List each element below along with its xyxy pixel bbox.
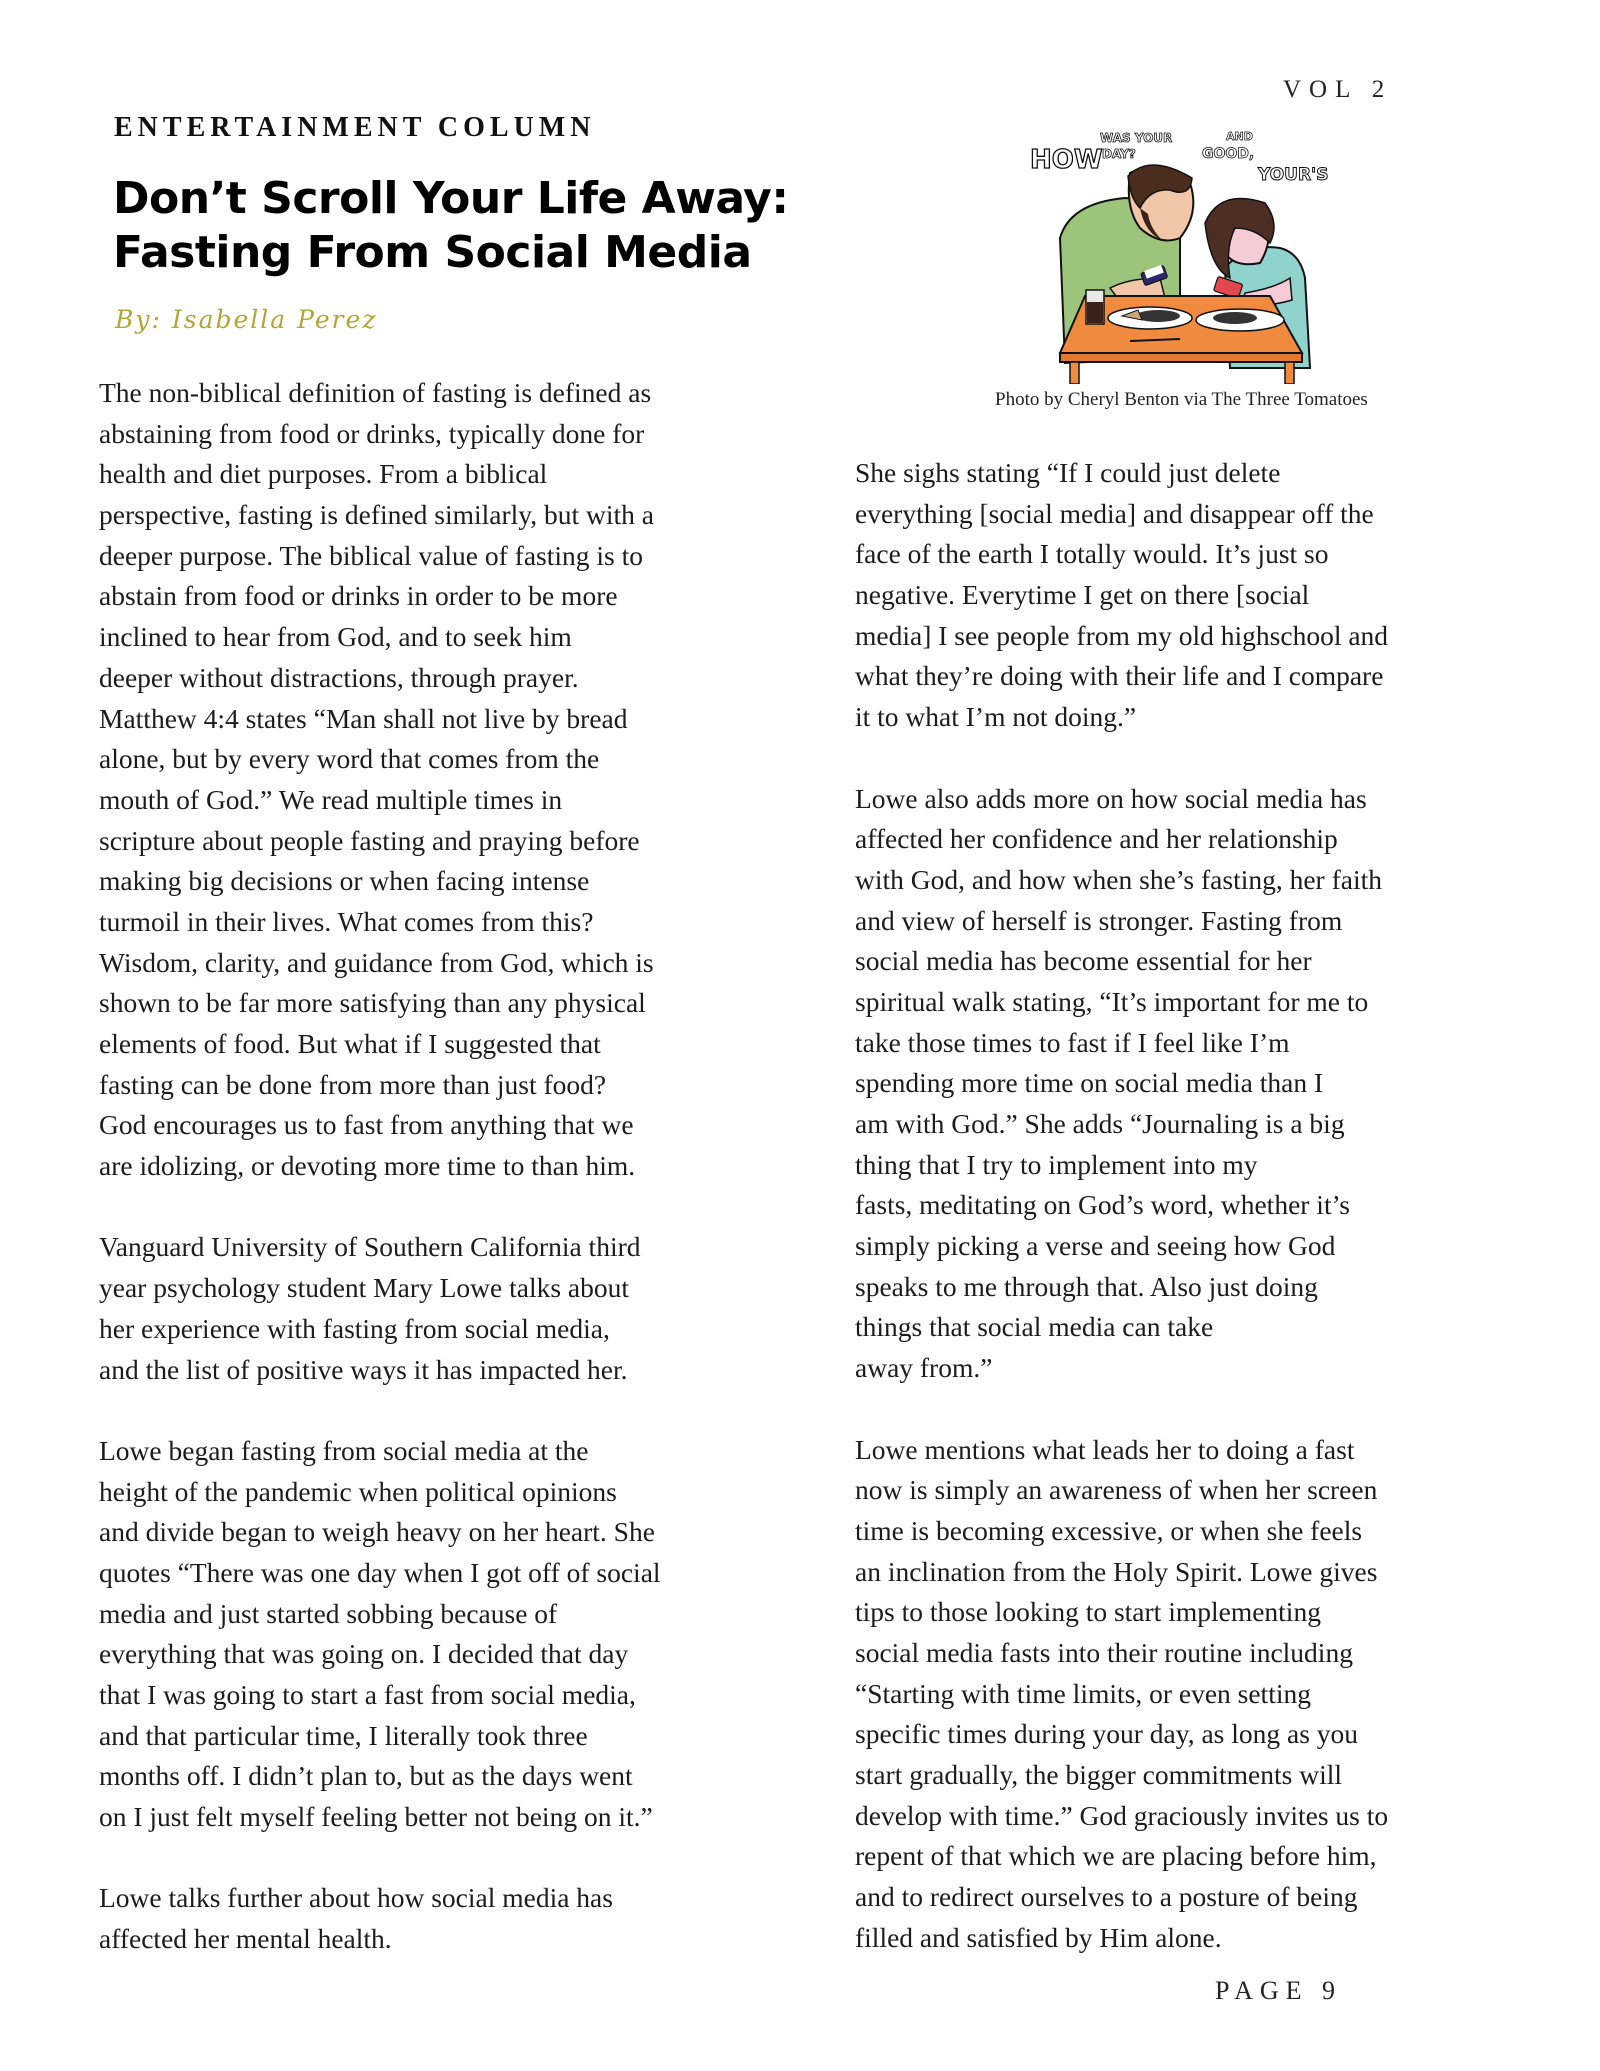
text-line: Matthew 4:4 states “Man shall not live by bread [99,702,628,734]
text-line: start gradually, the bigger commitments will [855,1759,1342,1790]
text-line: height of the pandemic when political opinions [99,1475,617,1507]
paragraph [855,453,1575,738]
text-line: perspective, fasting is defined similarly, but with a [99,499,654,531]
text-line: affected her mental health. [99,1923,392,1955]
text-line: Lowe also adds more on how social media has [855,782,1367,814]
text-line: everything [social media] and disappear off the [855,497,1374,529]
text-line: and view of herself is stronger. Fasting from [855,904,1343,936]
text-line: The non-biblical definition of fasting is defined as [99,377,652,408]
byline: By: Isabella Perez [115,305,378,334]
text-line: mouth of God.” We read multiple times in [99,783,563,815]
paragraph [855,1430,1575,1959]
text-line: am with God.” She adds “Journaling is a big [855,1108,1345,1139]
text-line: shown to be far more satisfying than any physical [99,987,646,1019]
text-line: scripture about people fasting and praying before [99,824,640,856]
paragraph [99,1431,819,1838]
svg-text:GOOD,: GOOD, [1202,146,1255,162]
text-line: inclined to hear from God, and to seek him [99,621,572,653]
photo-caption: Photo by Cheryl Benton via The Three Tomatoes [995,389,1368,410]
svg-text:WAS YOUR: WAS YOUR [1100,131,1173,145]
text-line: and divide began to weigh heavy on her heart. She [99,1516,655,1548]
text-line: deeper without distractions, through prayer. [99,661,579,693]
svg-text:AND: AND [1226,130,1253,143]
section-kicker: ENTERTAINMENT COLUMN [114,112,596,143]
article-title-line: Don’t Scroll Your Life Away: [113,173,789,224]
text-line: health and diet purposes. From a biblical [99,458,548,490]
text-line: deeper purpose. The biblical value of fasting is to [99,539,643,571]
text-line: and the list of positive ways it has impacted her. [99,1353,628,1385]
text-line: Vanguard University of Southern California third [99,1231,641,1263]
paragraph [99,1227,819,1390]
text-line: with God, and how when she’s fasting, her faith [855,863,1382,895]
text-line: turmoil in their lives. What comes from this? [99,905,594,937]
text-line: spending more time on social media than I [855,1067,1324,1099]
text-line: thing that I try to implement into my [855,1148,1258,1180]
text-line: are idolizing, or devoting more time to than him. [99,1150,636,1182]
text-line: making big decisions or when facing intense [99,865,590,897]
article-title [113,172,913,280]
text-line: Lowe began fasting from social media at the [99,1434,589,1466]
text-line: face of the earth I totally would. It’s just so [855,538,1329,570]
text-line: everything that was going on. I decided that day [99,1638,629,1670]
text-line: media and just started sobbing because of [99,1597,558,1629]
speech-right [1202,130,1329,185]
paragraph-gap [99,1838,819,1879]
text-line: on I just felt myself feeling better not being on it.” [99,1801,653,1833]
dinner-table [1060,290,1302,384]
volume-label: VOL 2 [1283,76,1393,103]
text-line: alone, but by every word that comes from the [99,743,600,775]
text-line: time is becoming excessive, or when she feels [855,1514,1363,1546]
page-number: PAGE 9 [1215,1976,1343,2005]
text-line: filled and satisfied by Him alone. [855,1921,1222,1953]
text-line: simply picking a verse and seeing how God [855,1230,1336,1262]
paragraph [99,1878,819,1959]
text-line: year psychology student Mary Lowe talks about [99,1272,630,1304]
text-line: it to what I’m not doing.” [855,701,1137,733]
text-line: media] I see people from my old highschool and [855,619,1389,651]
text-line: that I was going to start a fast from social media, [99,1679,636,1710]
text-line: Lowe talks further about how social media has [99,1882,613,1914]
paragraph-gap [99,1390,819,1431]
text-line: months off. I didn’t plan to, but as the days went [99,1760,633,1792]
text-line: tips to those looking to start implementing [855,1596,1321,1628]
text-line: repent of that which we are placing before him, [855,1840,1377,1872]
text-line: what they’re doing with their life and I compare [855,660,1384,692]
text-line: away from.” [855,1352,993,1384]
text-line: things that social media can take [855,1311,1214,1343]
paragraph-gap [99,1187,819,1228]
svg-text:HOW: HOW [1030,145,1103,175]
text-line: social media has become essential for her [855,945,1312,977]
text-line: Lowe mentions what leads her to doing a fast [855,1433,1355,1465]
text-line: abstain from food or drinks in order to be more [99,580,618,612]
text-line: Wisdom, clarity, and guidance from God, which is [99,946,654,978]
svg-text:YOUR'S: YOUR'S [1258,165,1329,185]
paragraph [855,779,1575,1389]
left-column [99,373,819,1960]
text-line: an inclination from the Holy Spirit. Lowe gives [855,1555,1378,1587]
text-line: God encourages us to fast from anything that we [99,1109,634,1141]
text-line: fasts, meditating on God’s word, whether it’s [855,1189,1350,1221]
text-line: take those times to fast if I feel like I’m [855,1026,1290,1058]
text-line: She sighs stating “If I could just delete [855,457,1281,488]
text-line: abstaining from food or drinks, typically done for [99,417,645,449]
svg-text:DAY?: DAY? [1102,147,1136,161]
text-line: affected her confidence and her relationship [855,823,1338,855]
text-line: and that particular time, I literally took three [99,1719,588,1751]
text-line: specific times during your day, as long as you [855,1718,1359,1750]
text-line: elements of food. But what if I suggested that [99,1028,601,1059]
article-title-line: Fasting From Social Media [113,227,752,278]
text-line: and to redirect ourselves to a posture of being [855,1881,1358,1913]
text-line: negative. Everytime I get on there [social [855,579,1310,611]
text-line: fasting can be done from more than just food? [99,1068,607,1100]
paragraph-gap [855,738,1575,779]
article-illustration [1030,128,1330,384]
text-line: develop with time.” God graciously invites us to [855,1799,1389,1831]
text-line: now is simply an awareness of when her screen [855,1474,1378,1506]
paragraph [99,373,819,1187]
right-column [855,453,1575,1958]
text-line: her experience with fasting from social media, [99,1312,610,1344]
text-line: social media fasts into their routine including [855,1636,1353,1668]
text-line: spiritual walk stating, “It’s important for me to [855,985,1369,1017]
text-line: speaks to me through that. Also just doing [855,1270,1318,1302]
paragraph-gap [855,1389,1575,1430]
text-line: “Starting with time limits, or even setting [855,1677,1311,1709]
text-line: quotes “There was one day when I got off of social [99,1556,661,1588]
